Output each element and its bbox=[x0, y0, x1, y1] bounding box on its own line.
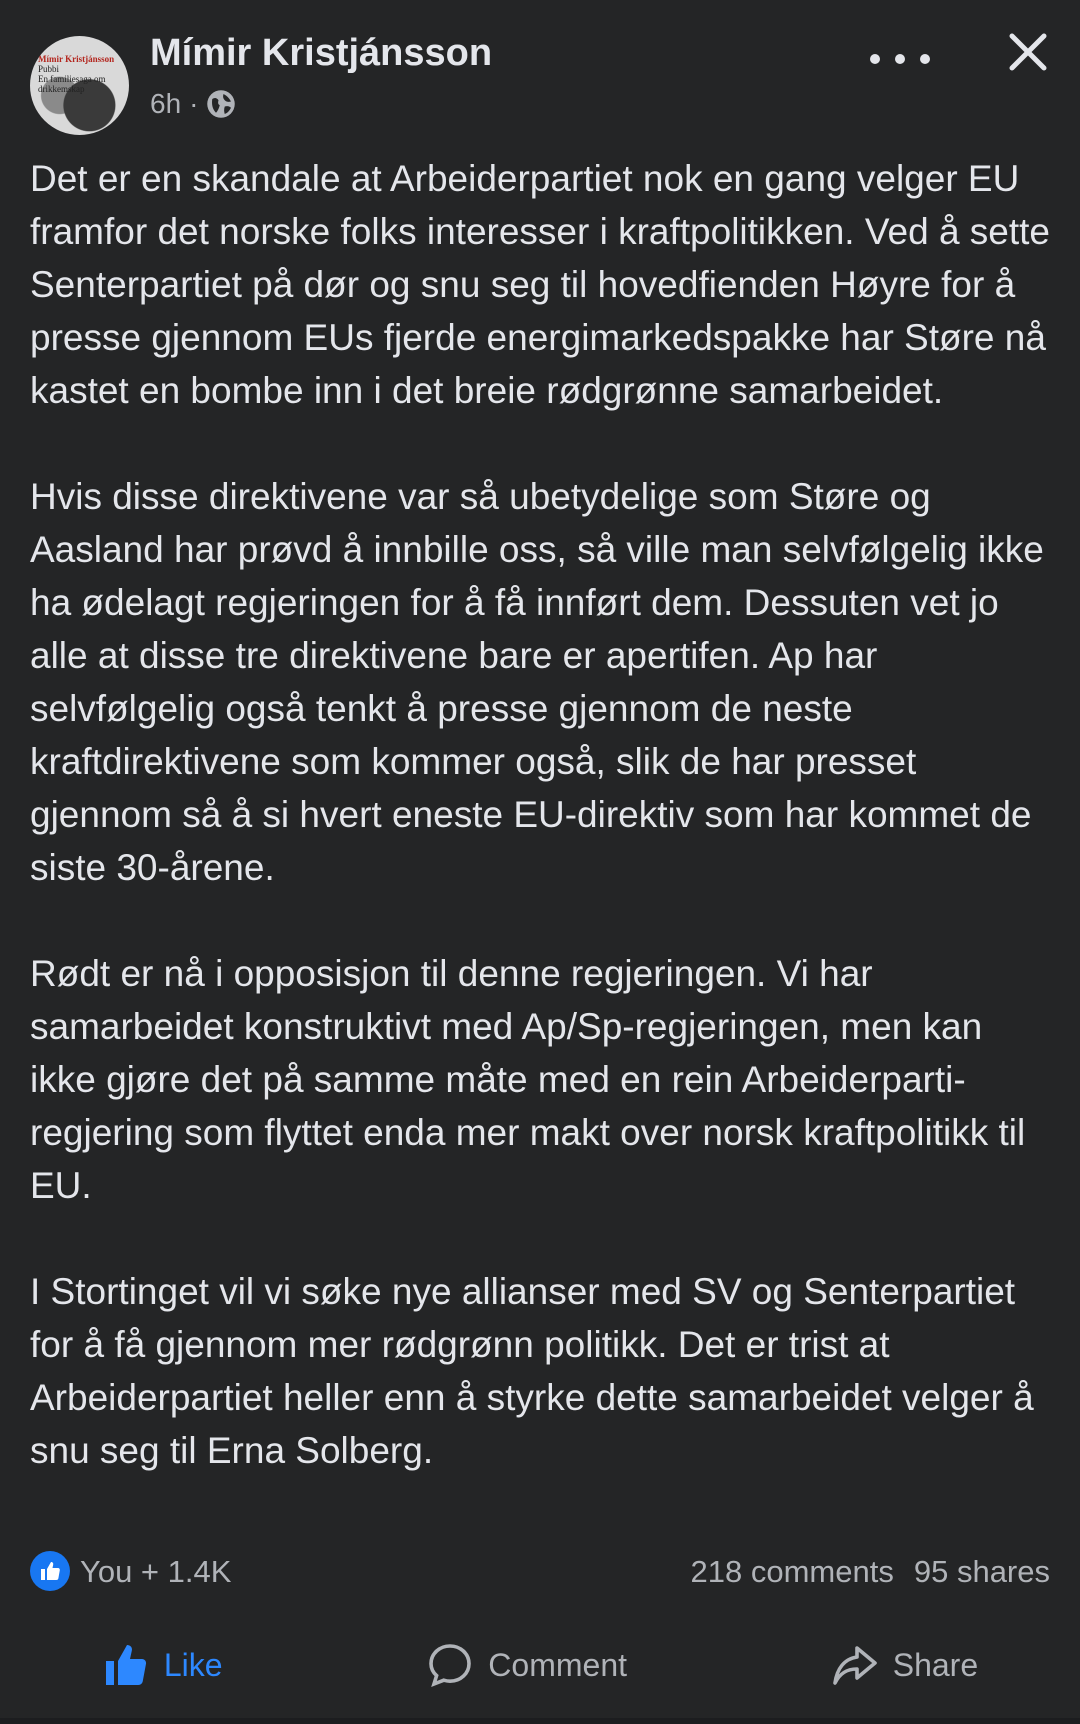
more-dot-icon bbox=[870, 54, 880, 64]
avatar-book-title: Pubbi bbox=[38, 64, 60, 74]
share-label: Share bbox=[892, 1646, 979, 1683]
post-time[interactable]: 6h bbox=[150, 88, 182, 119]
avatar-book-subtitle: En familiesaga om drikkemskap bbox=[38, 74, 106, 94]
like-reaction-icon[interactable] bbox=[30, 1551, 70, 1591]
author-name[interactable]: Mímir Kristjánsson bbox=[150, 32, 493, 74]
post-meta bbox=[150, 88, 236, 120]
meta-separator: · bbox=[189, 88, 199, 119]
post-header bbox=[30, 30, 1050, 134]
post-paragraph: Det er en skandale at Arbeiderpartiet nok en gang velger EU framfor det norske folks interesser i kraftpolitikken. Ved å sette Senterpartiet på dør og snu seg til hovedfienden Høyre for å presse gjennom EUs fjerde energimarkedspakke har Støre nå kastet en bombe inn i det breie rødgrønne samarbeidet. bbox=[30, 158, 1051, 411]
avatar-book-author: Mímir Kristjánsson bbox=[38, 54, 115, 64]
more-dot-icon bbox=[920, 54, 930, 64]
close-icon[interactable] bbox=[1006, 30, 1050, 74]
like-label: Like bbox=[163, 1646, 223, 1683]
more-dot-icon bbox=[895, 54, 905, 64]
post-paragraph: I Stortinget vil vi søke nye allianser med SV og Senterpartiet for å få gjennom mer rødgrønn politikk. Det er trist at Arbeiderpartiet heller enn å styrke dette samarbeidet velger å snu seg til Erna Solberg. bbox=[30, 1271, 1034, 1471]
post-text bbox=[30, 152, 1050, 1530]
comment-bubble-icon bbox=[426, 1641, 474, 1689]
post-paragraph: Rødt er nå i opposisjon til denne regjeringen. Vi har samarbeidet konstruktivt med Ap/Sp-regjeringen, men kan ikke gjøre det på samme måte med en rein Arbeiderparti-regjering som flyttet enda mer makt over norsk kraftpolitikk til EU. bbox=[30, 953, 1026, 1206]
comments-count[interactable]: 218 comments bbox=[690, 1554, 894, 1589]
globe-icon bbox=[206, 89, 236, 119]
reactions-row bbox=[30, 1546, 1050, 1596]
reaction-count[interactable]: You + 1.4K bbox=[80, 1554, 232, 1589]
comment-label: Comment bbox=[488, 1646, 627, 1683]
shares-count[interactable]: 95 shares bbox=[913, 1554, 1050, 1589]
like-button[interactable] bbox=[102, 1641, 223, 1689]
thumbs-up-icon bbox=[102, 1641, 150, 1689]
post-paragraph: Hvis disse direktivene var så ubetydelige som Støre og Aasland har prøvd å innbille oss, så ville man selvfølgelig ikke ha ødelagt regjeringen for å få innført dem. Dessuten vet jo alle at disse tre direktivene bare er apertifen. Ap har selvfølgelig også tenkt å presse gjennom de neste kraftdirektivene som kommer også, slik de har presset gjennom så å si hvert eneste EU-direktiv som har kommet de siste 30-årene. bbox=[30, 476, 1044, 888]
comment-button[interactable] bbox=[426, 1641, 627, 1689]
bottom-divider bbox=[0, 1718, 1080, 1724]
avatar-book-cover-text bbox=[38, 54, 118, 94]
share-button[interactable] bbox=[831, 1641, 978, 1689]
post-stats bbox=[691, 1554, 1050, 1590]
share-arrow-icon bbox=[831, 1641, 879, 1689]
more-options-button[interactable] bbox=[870, 44, 930, 74]
thumbs-up-icon bbox=[38, 1559, 62, 1583]
author-avatar[interactable] bbox=[30, 36, 129, 135]
action-bar bbox=[0, 1630, 1080, 1700]
